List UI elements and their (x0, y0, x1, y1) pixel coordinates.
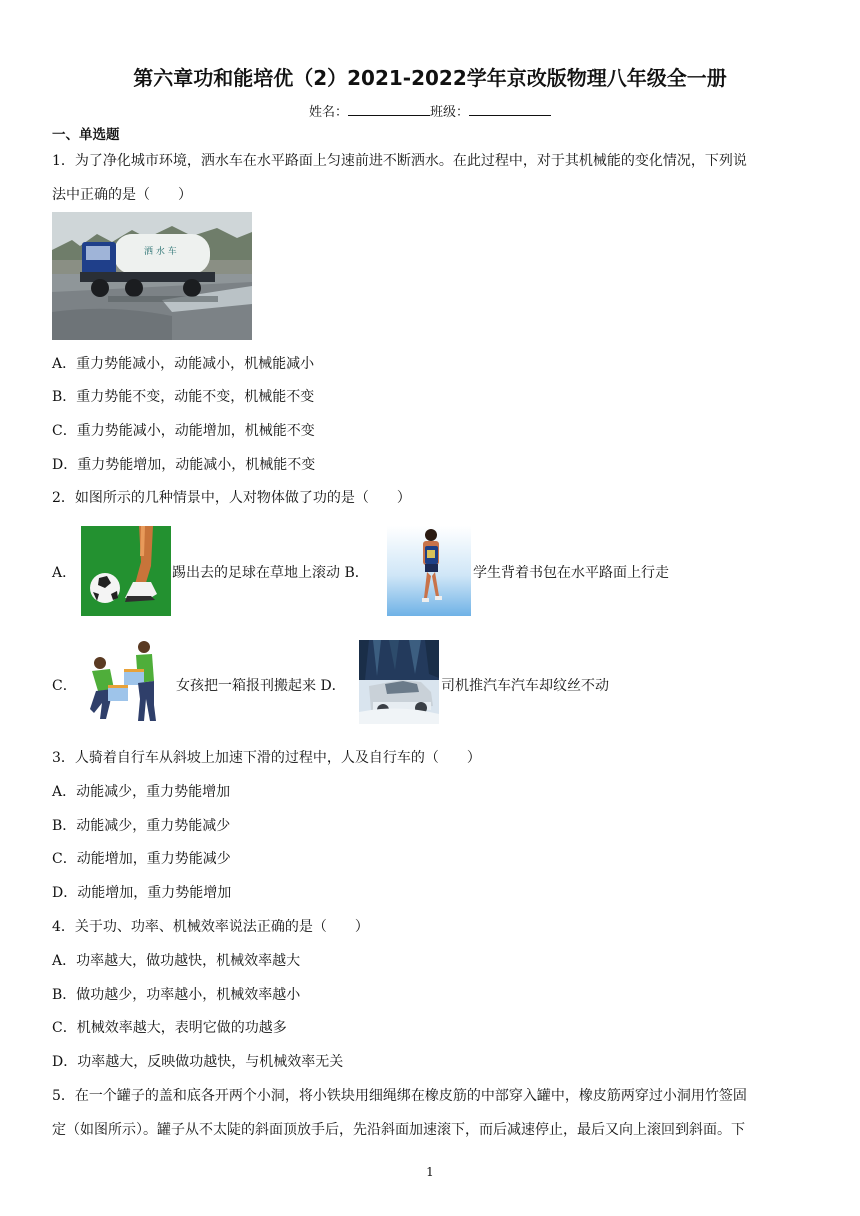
page-number: 1 (426, 1165, 434, 1179)
q2-option-b-text[interactable]: 学生背着书包在水平路面上行走 (473, 565, 669, 581)
q2-option-c-text[interactable]: 女孩把一箱报刊搬起来 D． (176, 678, 346, 694)
q1-text-line2: 法中正确的是（ ） (52, 187, 192, 203)
class-blank[interactable] (469, 103, 551, 116)
page-title: 第六章功和能培优（2）2021-2022学年京改版物理八年级全一册 (133, 66, 727, 90)
q3-option-a[interactable]: A．动能减少，重力势能增加 (52, 784, 231, 800)
q4-text: 4．关于功、功率、机械效率说法正确的是（ ） (52, 919, 369, 935)
name-label: 姓名： (308, 105, 348, 120)
q1-option-d[interactable]: D．重力势能增加，动能减小，机械能不变 (52, 457, 316, 473)
girl-lifting-box-image (84, 639, 168, 727)
q4-option-c[interactable]: C．机械效率越大，表明它做的功越多 (52, 1020, 287, 1036)
q2-option-c-label[interactable]: C． (52, 678, 77, 694)
q4-option-a[interactable]: A．功率越大，做功越快，机械效率越大 (52, 953, 301, 969)
q2-text: 2．如图所示的几种情景中，人对物体做了功的是（ ） (52, 490, 411, 506)
q3-option-c[interactable]: C．动能增加，重力势能减少 (52, 851, 231, 867)
q3-option-d[interactable]: D．动能增加，重力势能增加 (52, 885, 232, 901)
q1-option-a[interactable]: A．重力势能减小，动能减小，机械能减小 (52, 356, 315, 372)
section-title: 一、单选题 (52, 127, 120, 143)
q3-text: 3．人骑着自行车从斜坡上加速下滑的过程中，人及自行车的（ ） (52, 750, 481, 766)
q5-text-line1: 5．在一个罐子的盖和底各开两个小洞，将小铁块用细绳绑在橡皮筋的中部穿入罐中，橡皮筋两穿过小洞用竹签固 (52, 1088, 747, 1104)
truck-sign-text: 洒 水 车 (144, 247, 177, 257)
driver-pushing-car-image (359, 640, 439, 724)
student-info-line (0, 101, 860, 120)
q4-option-b[interactable]: B．做功越少，功率越小，机械效率越小 (52, 987, 301, 1003)
q5-text-line2: 定（如图所示）。罐子从不太陡的斜面顶放手后，先沿斜面加速滚下，而后减速停止，最后又向上滚回到斜面。下 (52, 1122, 745, 1138)
q1-option-b[interactable]: B．重力势能不变，动能不变，机械能不变 (52, 389, 315, 405)
football-kick-image (81, 526, 171, 616)
name-blank[interactable] (348, 103, 430, 116)
q2-option-a-label[interactable]: A． (52, 565, 77, 581)
q3-option-b[interactable]: B．动能减少，重力势能减少 (52, 818, 231, 834)
sprinkler-truck-image (52, 212, 252, 340)
q4-option-d[interactable]: D．功率越大，反映做功越快，与机械效率无关 (52, 1054, 344, 1070)
student-backpack-image (387, 526, 471, 616)
q1-text-line1: 1．为了净化城市环境，洒水车在水平路面上匀速前进不断洒水。在此过程中，对于其机械能的变化情况，下列说 (52, 153, 747, 169)
q2-option-a-text[interactable]: 踢出去的足球在草地上滚动 B． (172, 565, 369, 581)
q1-option-c[interactable]: C．重力势能减小，动能增加，机械能不变 (52, 423, 315, 439)
class-label: 班级： (430, 105, 470, 120)
q2-option-d-text[interactable]: 司机推汽车汽车却纹丝不动 (441, 678, 609, 694)
